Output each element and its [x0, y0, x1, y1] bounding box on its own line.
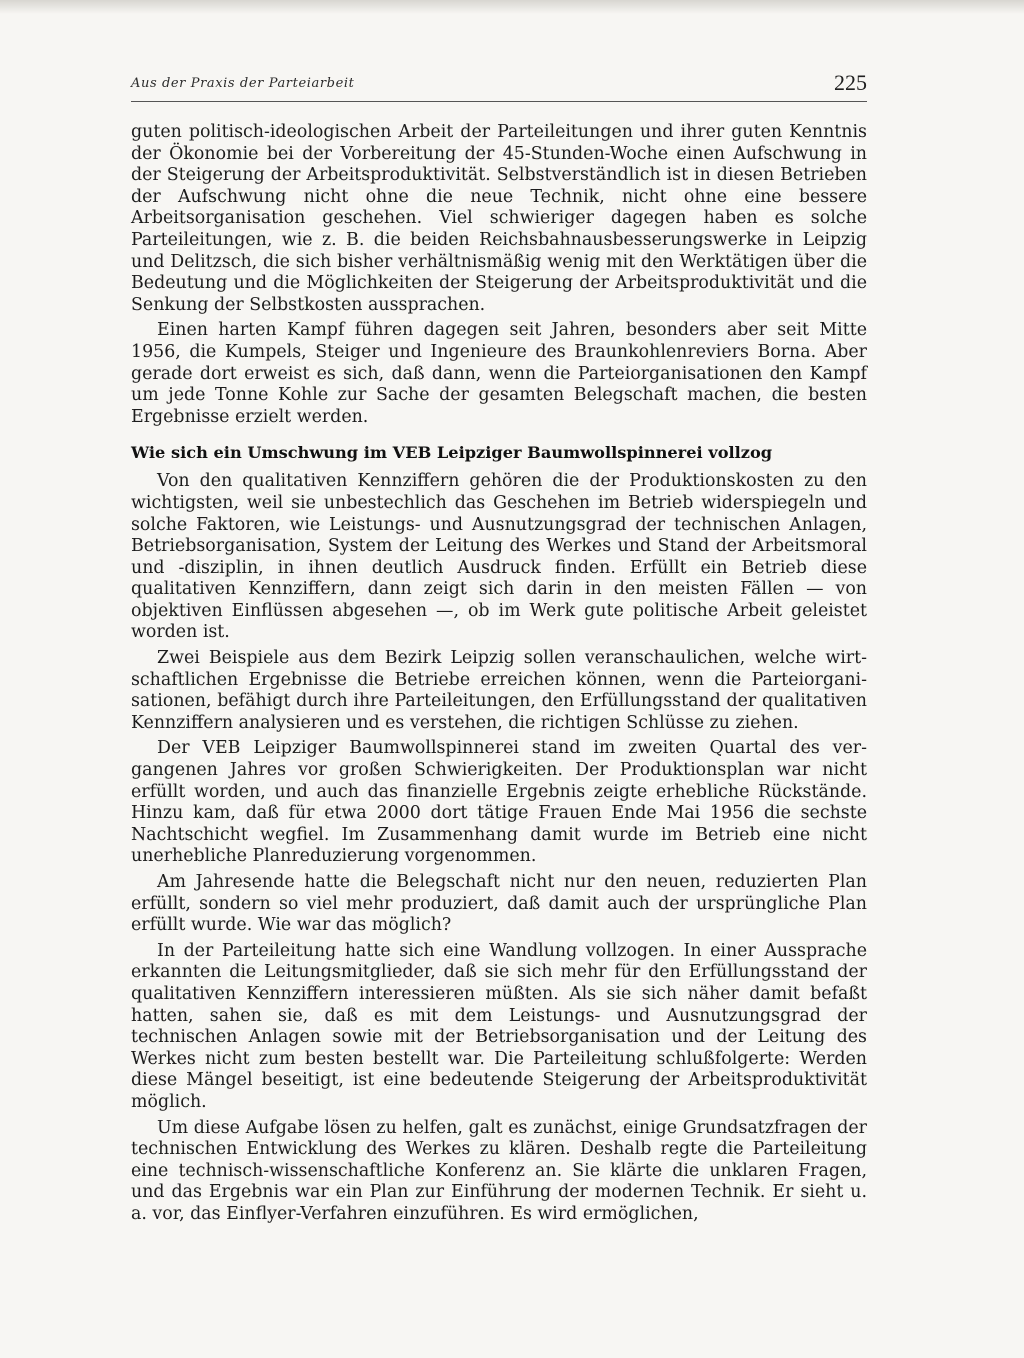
paragraph: In der Parteileitung hatte sich eine Wandlung vollzogen. In einer Aussprache erkannten die Leitungsmitglieder, daß sie sich mehr für den Erfüllungsstand der qualitativen Kennziffern interessieren müßten. Als sie sich näher damit befaßt hatten, sahen sie, daß es mit dem Leistungs- und Ausnutzungsgrad der technischen Anlagen sowie mit der Betriebsorganisation und der Leitung des Werkes nicht zum besten bestellt war. Die Parteileitung schlußfolgerte: Werden diese Mängel beseitigt, ist eine bedeutende Steigerung der Arbeitsproduktivität möglich.	[131, 940, 867, 1112]
paragraph: Zwei Beispiele aus dem Bezirk Leipzig sollen veranschaulichen, welche wirtschaftlichen Ergebnisse die Betriebe erreichen können, wenn die Parteiorganisationen, befähigt durch ihre Parteileitungen, den Erfüllungsstand der qualitativen Kennziffern analysieren und es verstehen, die richtigen Schlüsse zu ziehen.	[131, 648, 867, 733]
running-title: Aus der Praxis der Parteiarbeit	[131, 76, 355, 91]
body-text	[131, 122, 867, 1226]
paragraph: Von den qualitativen Kennziffern gehören die der Produktionskosten zu den wichtigsten, weil sie unbestechlich das Geschehen im Betrieb widerspiegeln und solche Faktoren, wie Leistungs- und Ausnutzungsgrad der technischen Anlagen, Betriebsorganisation, System der Leitung des Werkes und Stand der Arbeitsmoral und -disziplin, in ihnen deutlich Ausdruck finden. Erfüllt ein Betrieb diese qualitativen Kennziffern, dann zeigt sich darin in den meisten Fällen — von objektiven Einflüssen abgesehen —, ob im Werk gute politische Arbeit geleistet worden ist.	[131, 471, 867, 643]
paragraph: Um diese Aufgabe lösen zu helfen, galt es zunächst, einige Grundsatzfragen der technischen Entwicklung des Werkes zu klären. Deshalb regte die Parteileitung eine technisch-wissenschaftliche Konferenz an. Sie klärte die unklaren Fragen, und das Ergebnis war ein Plan zur Einführung der modernen Technik. Er sieht u. a. vor, das Einflyer-Verfahren einzuführen. Es wird ermöglichen,	[131, 1117, 867, 1224]
scan-top-edge	[0, 0, 1024, 14]
paragraph: Einen harten Kampf führen dagegen seit Jahren, besonders aber seit Mitte 1956, die Kumpels, Steiger und Ingenieure des Braunkohlenreviers Borna. Aber gerade dort erweist es sich, daß dann, wenn die Parteiorganisationen den Kampf um jede Tonne Kohle zur Sache der gesamten Belegschaft machen, die besten Ergebnisse erzielt werden.	[131, 320, 867, 427]
section-heading: Wie sich ein Umschwung im VEB Leipziger Baumwollspinnerei vollzog	[131, 443, 773, 463]
paragraph: Am Jahresende hatte die Belegschaft nicht nur den neuen, reduzierten Plan erfüllt, sondern so viel mehr produziert, daß damit auch der ursprüngliche Plan erfüllt wurde. Wie war das möglich?	[131, 872, 867, 936]
page-header	[131, 70, 867, 100]
page-number: 225	[834, 70, 867, 95]
header-rule	[131, 101, 867, 102]
paragraph: Der VEB Leipziger Baumwollspinnerei stand im zweiten Quartal des vergangenen Jahres vor großen Schwierigkeiten. Der Produktionsplan war nicht erfüllt worden, und auch das finanzielle Ergebnis zeigte erhebliche Rückstände. Hinzu kam, daß für etwa 2000 dort tätige Frauen Ende Mai 1956 die sechste Nachtschicht wegfiel. Im Zusammenhang damit wurde im Betrieb eine nicht unerhebliche Planreduzierung vorgenommen.	[131, 738, 867, 867]
paragraph-continued: guten politisch-ideologischen Arbeit der Parteileitungen und ihrer guten Kenntnis der Ökonomie bei der Vorbereitung der 45-Stunden-Woche einen Aufschwung in der Steigerung der Arbeitsproduktivität. Selbstverständlich ist in diesen Betrieben der Aufschwung nicht ohne die neue Technik, nicht ohne eine bessere Arbeitsorganisation geschehen. Viel schwieriger dagegen haben es solche Parteileitungen, wie z. B. die beiden Reichsbahnausbesserungswerke in Leipzig und Delitzsch, die sich bisher verhältnismäßig wenig mit den Werktätigen über die Bedeutung und die Möglichkeiten der Steigerung der Arbeitsproduktivität und die Senkung der Selbstkosten aussprachen.	[131, 122, 867, 315]
